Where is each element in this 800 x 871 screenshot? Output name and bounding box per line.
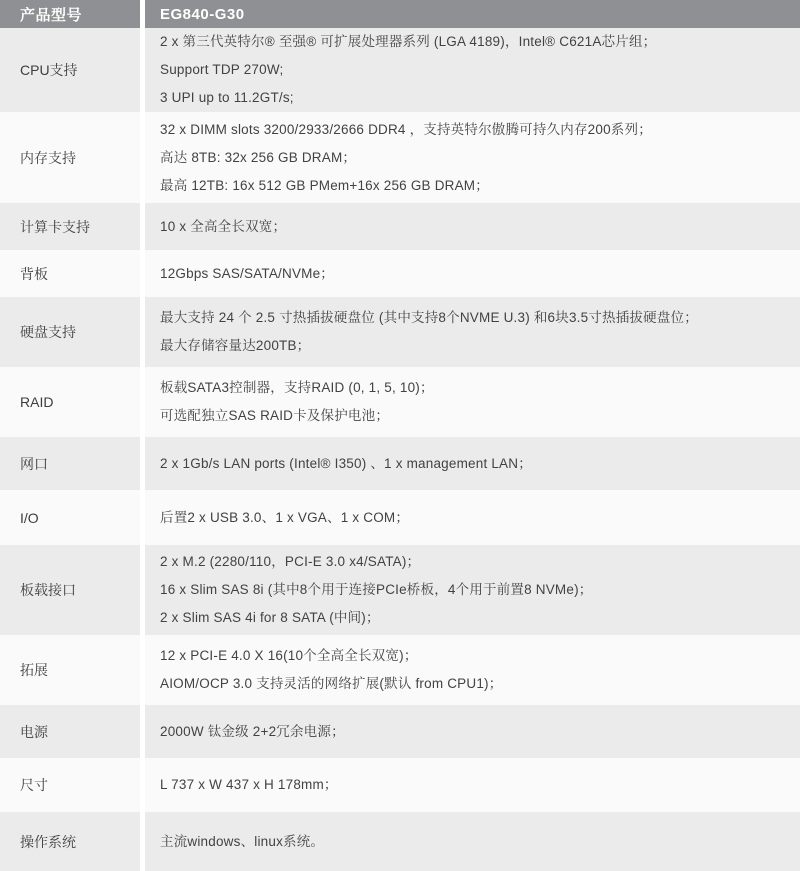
spec-line: 32 x DIMM slots 3200/2933/2666 DDR4 ，支持英特尔傲腾可持久内存200系列； (160, 121, 652, 137)
spec-row-raid (0, 367, 800, 437)
spec-line: AIOM/OCP 3.0 支持灵活的网络扩展(默认 from CPU1)； (160, 676, 503, 691)
spec-row-expansion (0, 635, 800, 705)
row-label-power: 电源 (0, 705, 140, 758)
row-label-memory: 内存支持 (0, 112, 140, 203)
row-label-lan: 网口 (0, 437, 140, 490)
spec-line: 高达 8TB: 32x 256 GB DRAM； (160, 149, 357, 165)
row-label-os: 操作系统 (0, 812, 140, 871)
row-content-lan (145, 437, 800, 490)
model-name: EG840-G30 (160, 5, 245, 23)
row-label-storage: 硬盘支持 (0, 297, 140, 367)
table-header-row (0, 0, 800, 28)
spec-row-power (0, 705, 800, 758)
spec-line: Support TDP 270W; (160, 62, 284, 77)
spec-line: 2 x 1Gb/s LAN ports (Intel® I350) 、1 x management LAN； (160, 455, 532, 471)
row-content-raid (145, 367, 800, 437)
spec-line: 10 x 全高全长双宽； (160, 218, 287, 234)
spec-row-compute-card (0, 203, 800, 250)
spec-row-memory (0, 112, 800, 203)
spec-row-onboard-interfaces (0, 545, 800, 635)
row-label-expansion: 拓展 (0, 635, 140, 705)
spec-line: 后置2 x USB 3.0、1 x VGA、1 x COM； (160, 509, 410, 525)
spec-row-backplane (0, 250, 800, 297)
spec-line: L 737 x W 437 x H 178mm； (160, 777, 338, 792)
spec-row-storage (0, 297, 800, 367)
row-content-os (145, 812, 800, 871)
spec-row-dimensions (0, 758, 800, 812)
row-label-onboard-interfaces: 板载接口 (0, 545, 140, 635)
spec-line: 12Gbps SAS/SATA/NVMe； (160, 265, 335, 281)
row-label-io: I/O (0, 490, 140, 545)
row-content-storage (145, 297, 800, 367)
spec-row-os (0, 812, 800, 871)
row-label-compute-card: 计算卡支持 (0, 203, 140, 250)
row-content-expansion (145, 635, 800, 705)
row-content-onboard-interfaces (145, 545, 800, 635)
row-content-dimensions (145, 758, 800, 812)
spec-line: 2 x Slim SAS 4i for 8 SATA (中间)； (160, 610, 380, 625)
spec-row-cpu (0, 28, 800, 112)
spec-line: 2 x 第三代英特尔® 至强® 可扩展处理器系列 (LGA 4189)，Intel® C621A芯片组； (160, 34, 657, 49)
spec-line: 主流windows、linux系统。 (160, 833, 325, 849)
row-label-backplane: 背板 (0, 250, 140, 297)
row-content-compute-card (145, 203, 800, 250)
spec-line: 12 x PCI-E 4.0 X 16(10个全高全长双宽)； (160, 648, 418, 663)
row-content-memory (145, 112, 800, 203)
spec-row-io (0, 490, 800, 545)
row-label-raid: RAID (0, 367, 140, 437)
row-content-cpu (145, 28, 800, 112)
spec-line: 16 x Slim SAS 8i (其中8个用于连接PCIe桥板，4个用于前置8 NVMe)； (160, 582, 593, 597)
spec-line: 最大支持 24 个 2.5 寸热插拔硬盘位 (其中支持8个NVME U.3) 和6块3.5寸热插拔硬盘位； (160, 310, 698, 325)
spec-line: 最高 12TB: 16x 512 GB PMem+16x 256 GB DRAM； (160, 177, 489, 193)
header-label-product-model: 产品型号 (0, 0, 140, 28)
row-content-backplane (145, 250, 800, 297)
spec-row-lan (0, 437, 800, 490)
spec-line: 可选配独立SAS RAID卡及保护电池； (160, 408, 390, 423)
row-content-power (145, 705, 800, 758)
spec-line: 3 UPI up to 11.2GT/s; (160, 90, 294, 105)
spec-line: 2000W 钛金级 2+2冗余电源； (160, 723, 345, 739)
row-content-io (145, 490, 800, 545)
spec-line: 板载SATA3控制器，支持RAID (0, 1, 5, 10)； (160, 380, 434, 395)
row-label-cpu: CPU支持 (0, 28, 140, 112)
spec-line: 2 x M.2 (2280/110，PCI-E 3.0 x4/SATA)； (160, 554, 421, 569)
row-label-dimensions: 尺寸 (0, 758, 140, 812)
spec-line: 最大存储容量达200TB； (160, 338, 311, 353)
header-value-model (145, 0, 800, 28)
